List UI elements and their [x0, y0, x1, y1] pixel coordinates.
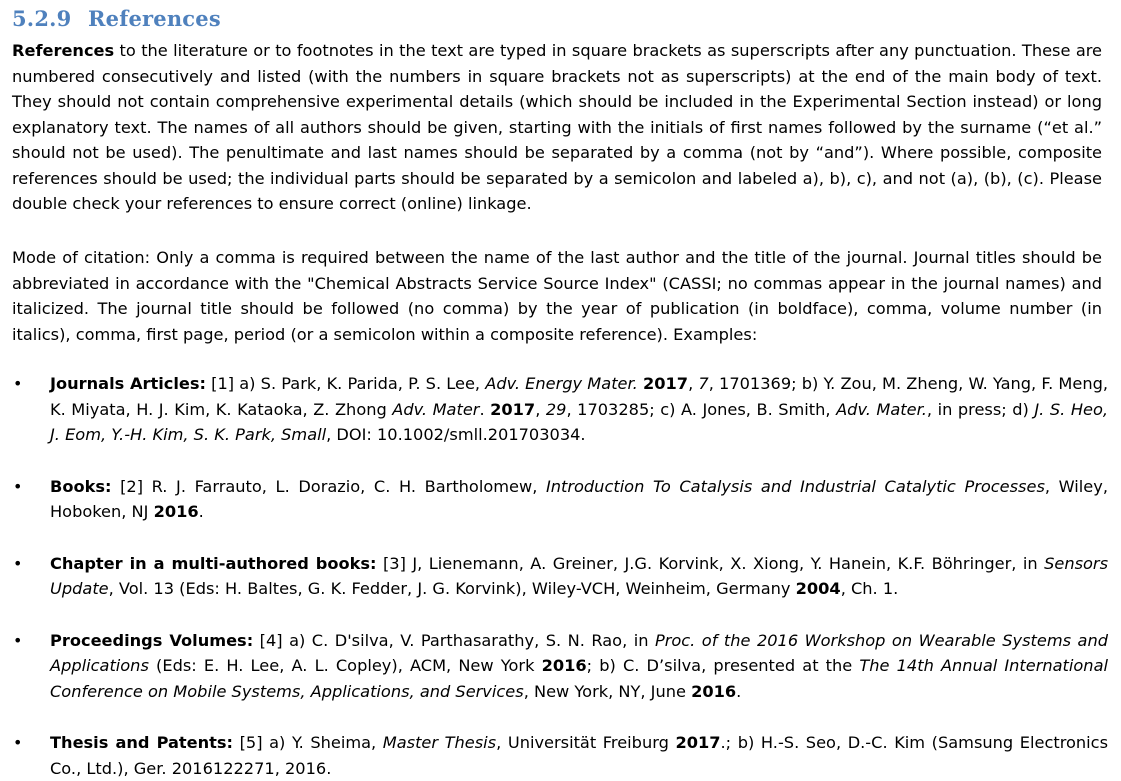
italic-text: Introduction To Catalysis and Industrial Catalytic Processes — [545, 476, 1045, 496]
list-item-content — [50, 374, 1108, 444]
list-item-label: Chapter in a multi-authored books: — [50, 553, 377, 573]
text-run: [3] J, Lienemann, A. Greiner, J.G. Korvink, X. Xiong, Y. Hanein, K.F. Böhringer, in — [376, 553, 1045, 573]
text-run: , 1701369; b) Y. Zou, M. Zheng, W. Yang, F. Meng, K. Miyata, H. J. Kim, K. Kataoka, Z. Zhong — [50, 374, 1109, 419]
text-run: (Eds: E. H. Lee, A. L. Copley), ACM, New York — [148, 656, 542, 675]
list-item-text — [50, 730, 1108, 781]
list-item-text — [50, 551, 1108, 602]
bold-text: 2016 — [541, 656, 587, 675]
bold-text: 2004 — [795, 579, 841, 598]
italic-text: Adv. Energy Mater. — [485, 374, 638, 393]
text-run: . — [198, 502, 204, 521]
text-run: [1] a) S. Park, K. Parida, P. S. Lee, — [205, 374, 486, 393]
italic-text: Adv. Mater — [392, 399, 480, 419]
text-run: , — [688, 374, 699, 393]
list-item-text — [50, 474, 1108, 525]
list-item-label: Thesis and Patents: — [50, 733, 234, 752]
bullet: • — [13, 476, 23, 496]
list-item — [0, 474, 1121, 525]
references-paragraph — [12, 38, 1102, 217]
list-item — [0, 628, 1121, 705]
italic-text: Proc. of the 2016 Workshop on Wearable Systems and Applications — [50, 630, 1108, 675]
bold-text: 2016 — [691, 681, 737, 701]
list-item-text — [50, 628, 1108, 705]
paragraph-body: to the literature or to footnotes in the text are typed in square brackets as superscripts after any punctuation. These are numbered consecutively and listed (with the numbers in square brackets not as superscripts) at the end of the main body of text. They should not contain comprehensive experimental details (which should be included in the Experimental Section instead) or long explanatory text. The names of all authors should be given, starting with the initials of first names followed by the surname (“et al.” should not be used). The penultimate and last names should be separated by a comma (not by “and”). Where possible, composite references should be used; the individual parts should be separated by a semicolon and labeled a), b), c), and not (a), (b), (c). Please double check your references to ensure correct (online) linkage. — [12, 41, 1102, 213]
text-run: [4] a) C. D'silva, V. Parthasarathy, S. N. Rao, in — [253, 630, 655, 650]
section-title: References — [88, 6, 221, 31]
citation-mode-paragraph: Mode of citation: Only a comma is required between the name of the last author and the title of the journal. Journal titles should be abbreviated in accordance with the "Chemical Abstracts Service Source Index" (CASSI; no commas appear in the journal names) and italicized. The journal title should be followed (no comma) by the year of publication (in boldface), comma, volume number (in italics), comma, first page, period (or a semicolon within a composite reference). Examples: — [12, 248, 1102, 344]
italic-text: 29 — [545, 399, 567, 419]
bold-text: 2016 — [153, 502, 199, 521]
paragraph-lead: References — [12, 41, 115, 60]
bold-text: 2017 — [675, 733, 721, 752]
italic-text: The 14th Annual International Conference on Mobile Systems, Applications, and Services — [50, 656, 1108, 701]
text-run: . — [736, 681, 742, 701]
text-run: [5] a) Y. Sheima, — [233, 733, 383, 752]
bullet: • — [13, 630, 23, 650]
section-heading — [12, 6, 221, 31]
bullet: • — [13, 374, 23, 393]
text-run: , DOI: 10.1002/smll.201703034. — [326, 425, 586, 444]
text-run: , 1703285; c) A. Jones, B. Smith, — [566, 399, 837, 419]
list-item — [0, 730, 1121, 781]
list-item — [0, 371, 1121, 448]
text-run: , Universität Freiburg — [496, 733, 676, 752]
list-item-label: Journals Articles: — [50, 374, 206, 393]
text-run: , New York, NY, June — [523, 681, 692, 701]
bullet: • — [13, 733, 23, 752]
list-item-text — [50, 371, 1108, 448]
text-run: , — [535, 399, 546, 419]
bullet: • — [13, 553, 23, 573]
bold-text: 2017 — [490, 399, 536, 419]
text-run: ; b) C. D’silva, presented at the — [586, 656, 860, 675]
examples-list — [0, 371, 1121, 781]
text-run: . — [479, 399, 491, 419]
text-run: , in press; d) — [926, 399, 1035, 419]
list-item-label: Books: — [50, 476, 112, 496]
italic-text: Master Thesis — [382, 733, 497, 752]
italic-text: Sensors Update — [50, 553, 1109, 598]
italic-text: Adv. Mater. — [836, 399, 927, 419]
text-run: , Vol. 13 (Eds: H. Baltes, G. K. Fedder, J. G. Korvink), Wiley-VCH, Weinheim, Germany — [108, 579, 796, 598]
italic-text: J. S. Heo, J. Eom, Y.-H. Kim, S. K. Park, Small — [50, 399, 1108, 444]
text-run: [2] R. J. Farrauto, L. Dorazio, C. H. Bartholomew, — [111, 476, 546, 496]
list-item — [0, 551, 1121, 602]
list-item-label: Proceedings Volumes: — [50, 630, 254, 650]
italic-text: 7 — [698, 374, 709, 393]
section-number: 5.2.9 — [12, 6, 72, 31]
list-item-content — [50, 477, 1108, 522]
bold-text: 2017 — [643, 374, 689, 393]
text-run: .; b) H.-S. Seo, D.-C. Kim (Samsung Electronics Co., Ltd.), Ger. 2016122271, 2016. — [50, 733, 1108, 778]
text-run: , Wiley, Hoboken, NJ — [50, 476, 1108, 521]
text-run: , Ch. 1. — [840, 579, 899, 598]
